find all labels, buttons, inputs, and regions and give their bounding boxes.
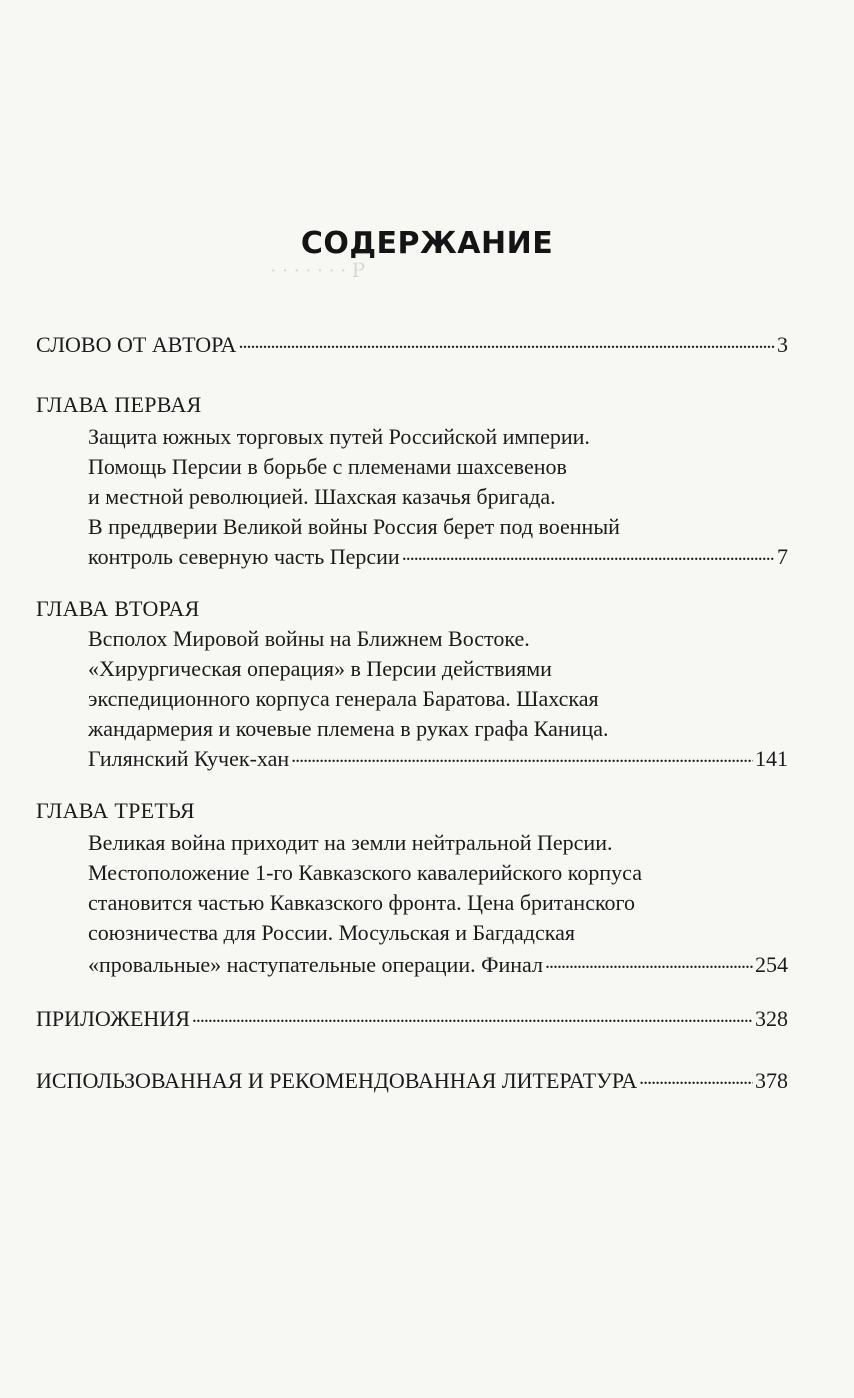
description-line: жандармерия и кочевые племена в руках графа Каница. <box>88 716 609 741</box>
dot-leader <box>639 1066 753 1088</box>
toc-entry-label: «провальные» наступательные операции. Финал <box>88 952 543 977</box>
description-line: Защита южных торговых путей Российской империи. <box>88 424 590 449</box>
dot-leader <box>192 1004 753 1026</box>
description-line: В преддверии Великой войны Россия берет под военный <box>88 514 620 539</box>
toc-entry-chapter-3[interactable] <box>88 950 788 980</box>
show-through-text: ꟼ · · · · · · · <box>270 260 366 282</box>
toc-entry-label: ИСПОЛЬЗОВАННАЯ И РЕКОМЕНДОВАННАЯ ЛИТЕРАТУРА <box>36 1068 638 1093</box>
dot-leader <box>545 950 753 972</box>
description-line: и местной революцией. Шахская казачья бригада. <box>88 484 556 509</box>
toc-entry-chapter-2[interactable] <box>88 744 788 774</box>
description-line: «Хирургическая операция» в Персии действиями <box>88 656 552 681</box>
chapter-heading-2: ГЛАВА ВТОРАЯ <box>36 596 200 621</box>
description-line: становится частью Кавказского фронта. Цена британского <box>88 890 636 915</box>
toc-page-number: 7 <box>777 544 788 569</box>
chapter-3-description <box>88 828 788 948</box>
toc-entry-chapter-1[interactable] <box>88 542 788 572</box>
toc-entry-label: СЛОВО ОТ АВТОРА <box>36 332 237 357</box>
toc-entry-literature[interactable] <box>36 1066 788 1096</box>
toc-page-number: 378 <box>755 1068 788 1093</box>
toc-entry-label: Гилянский Кучек-хан <box>88 746 290 771</box>
dot-leader <box>238 330 775 352</box>
description-line: Великая война приходит на земли нейтральной Персии. <box>88 830 613 855</box>
toc-entry-appendix[interactable] <box>36 1004 788 1034</box>
toc-entry-label: контроль северную часть Персии <box>88 544 400 569</box>
toc-entry-author-word[interactable] <box>36 330 788 360</box>
description-line: Помощь Персии в борьбе с племенами шахсевенов <box>88 454 567 479</box>
dot-leader <box>402 542 775 564</box>
description-line: Местоположение 1-го Кавказского кавалерийского корпуса <box>88 860 642 885</box>
dot-leader <box>291 744 753 766</box>
chapter-1-description <box>88 422 788 542</box>
toc-page-number: 328 <box>755 1006 788 1031</box>
toc-entry-label: ПРИЛОЖЕНИЯ <box>36 1006 190 1031</box>
page-title: СОДЕРЖАНИЕ <box>300 226 554 261</box>
chapter-heading-1: ГЛАВА ПЕРВАЯ <box>36 392 202 417</box>
chapter-2-description <box>88 624 788 744</box>
toc-page-number: 254 <box>755 952 788 977</box>
toc-page-number: 141 <box>755 746 788 771</box>
description-line: союзничества для России. Мосульская и Багдадская <box>88 920 575 945</box>
toc-page-number: 3 <box>777 332 788 357</box>
description-line: Всполох Мировой войны на Ближнем Востоке. <box>88 626 530 651</box>
chapter-heading-3: ГЛАВА ТРЕТЬЯ <box>36 798 195 823</box>
description-line: экспедиционного корпуса генерала Баратова. Шахская <box>88 686 599 711</box>
